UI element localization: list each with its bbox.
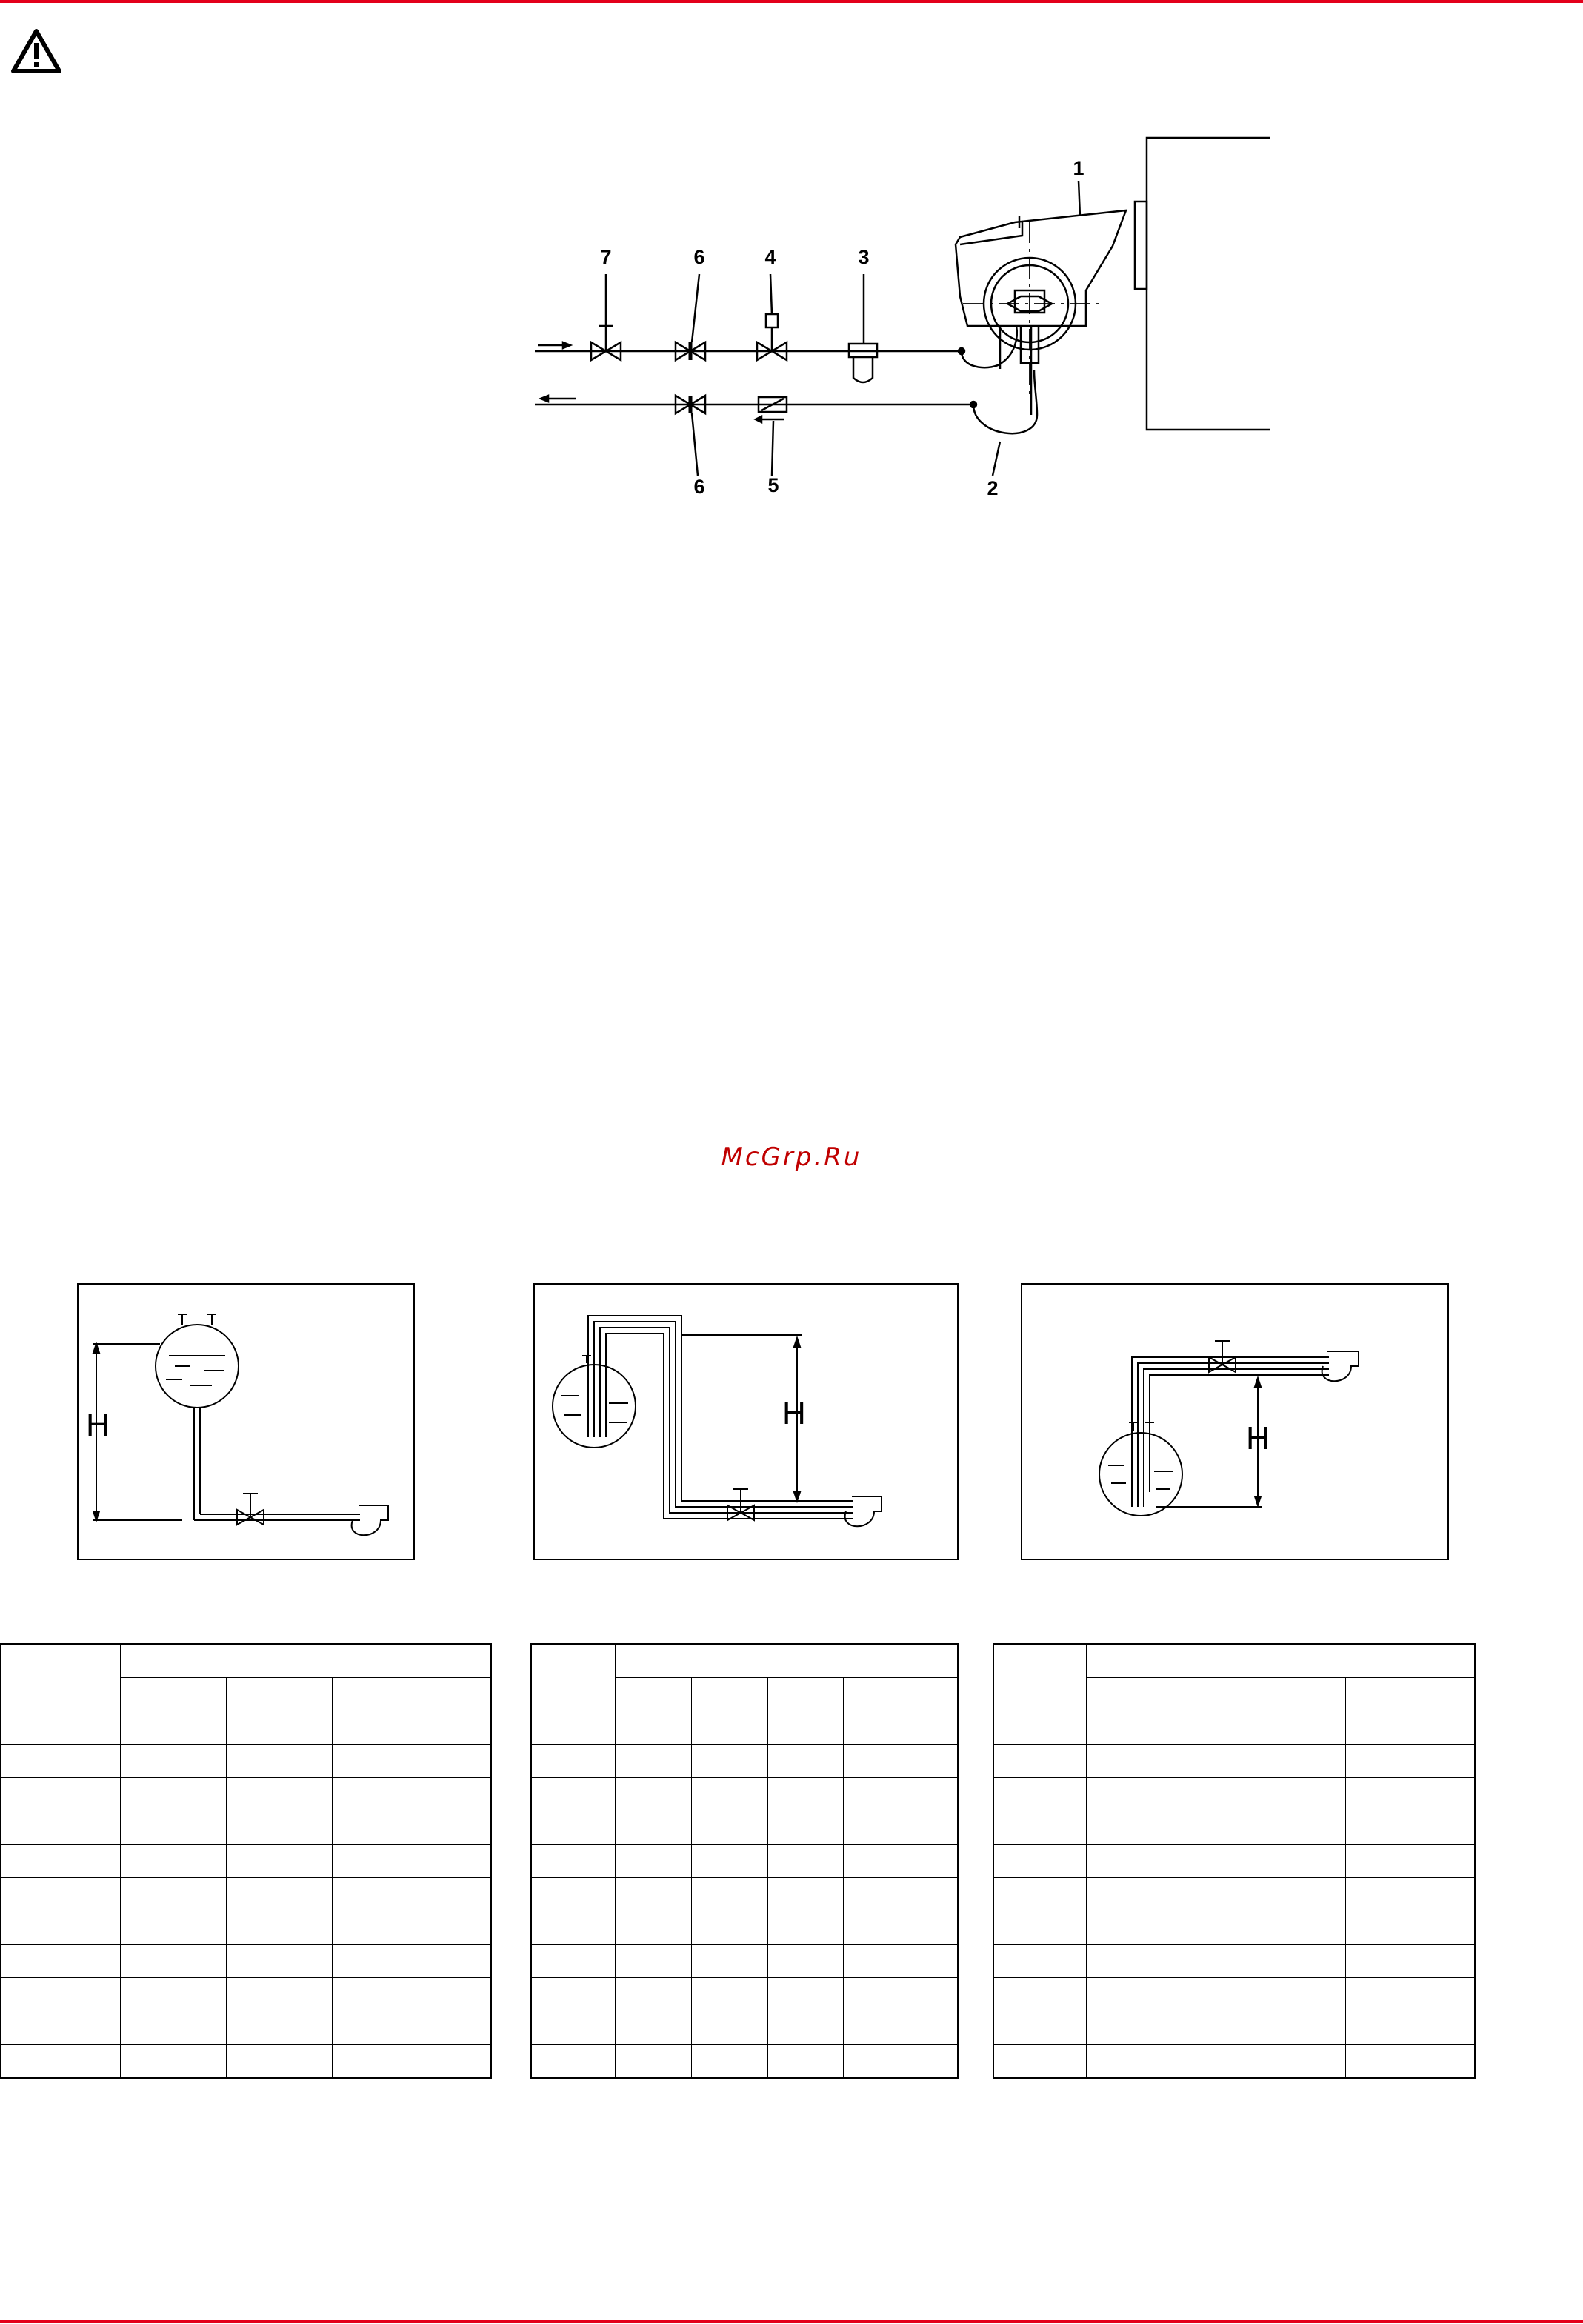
table-row-header-cell <box>993 1878 1087 1911</box>
table-cell <box>333 1945 492 1978</box>
table-cell <box>227 1911 333 1945</box>
table-cell <box>616 1911 692 1945</box>
table-row-header-cell <box>993 2045 1087 2079</box>
table-cell <box>616 1978 692 2011</box>
table-cell <box>844 1911 958 1945</box>
table-cell <box>616 2011 692 2045</box>
table-cell <box>121 1745 227 1778</box>
table-cell <box>1087 2045 1173 2079</box>
table-row-header-cell <box>993 1911 1087 1945</box>
table-cell <box>1259 2045 1346 2079</box>
table-row <box>1 1778 491 1811</box>
table-cell <box>616 1745 692 1778</box>
table-row <box>993 1845 1475 1878</box>
table-cell <box>1087 2011 1173 2045</box>
table-cell <box>121 1845 227 1878</box>
table-row-header-cell <box>993 1945 1087 1978</box>
table-cell <box>767 1911 844 1945</box>
table-header-row <box>531 1644 958 1678</box>
table-row-header-cell <box>531 1945 616 1978</box>
height-label-h: H <box>1246 1420 1270 1456</box>
part-label-2: 2 <box>987 477 999 499</box>
table-cell <box>1345 2045 1475 2079</box>
data-table-1 <box>0 1643 492 2079</box>
table-row-header-cell <box>993 1811 1087 1845</box>
table-row-header-cell <box>531 1978 616 2011</box>
table-cell <box>1173 1978 1259 2011</box>
table-cell <box>1087 1945 1173 1978</box>
table-cell <box>1345 2011 1475 2045</box>
table-cell <box>1173 1945 1259 1978</box>
table-row <box>993 2045 1475 2079</box>
table-cell <box>1345 1878 1475 1911</box>
table-cell <box>227 1811 333 1845</box>
table-cell <box>1259 1811 1346 1845</box>
table-row-header-cell <box>1 2045 121 2079</box>
table-row <box>993 1911 1475 1945</box>
table-cell <box>691 1711 767 1745</box>
table-cell <box>691 1878 767 1911</box>
table-cell <box>691 1911 767 1945</box>
table-header-row <box>1 1644 491 1678</box>
table-row <box>1 1745 491 1778</box>
table-cell <box>1345 1778 1475 1811</box>
table-row-header-cell <box>1 1745 121 1778</box>
table-row <box>1 1811 491 1845</box>
table-cell <box>227 1745 333 1778</box>
table-cell <box>616 1845 692 1878</box>
table-row <box>1 1911 491 1945</box>
table-row-header-cell <box>531 1811 616 1845</box>
table-cell <box>1173 1845 1259 1878</box>
table-cell <box>1173 2045 1259 2079</box>
table-cell <box>1173 1778 1259 1811</box>
table-cell <box>691 2045 767 2079</box>
table-cell <box>333 1745 492 1778</box>
table-row-header-cell <box>1 1911 121 1945</box>
table-cell <box>767 1878 844 1911</box>
table-row <box>531 1911 958 1945</box>
table-cell <box>227 1711 333 1745</box>
table-cell <box>121 1945 227 1978</box>
table-row <box>1 1845 491 1878</box>
part-label-6-lower: 6 <box>693 476 705 498</box>
diagram-tank-above <box>77 1283 415 1560</box>
table-cell <box>1259 1911 1346 1945</box>
table-cell <box>616 1711 692 1745</box>
table-cell <box>1173 1911 1259 1945</box>
table-group-header <box>1087 1644 1476 1678</box>
table-cell <box>333 1978 492 2011</box>
table-cell <box>227 2011 333 2045</box>
tank-above-drawing <box>79 1285 413 1559</box>
table-cell <box>691 1811 767 1845</box>
table-cell <box>767 1745 844 1778</box>
table-cell <box>616 1878 692 1911</box>
table-cell <box>121 1878 227 1911</box>
table-cell <box>767 1845 844 1878</box>
table-cell <box>1173 1745 1259 1778</box>
table-cell <box>844 2045 958 2079</box>
table-row-header-cell <box>1 1845 121 1878</box>
table-cell <box>333 1845 492 1878</box>
table-cell <box>1259 1711 1346 1745</box>
table-subheader-cell <box>1345 1678 1475 1711</box>
table-row <box>993 1978 1475 2011</box>
bottom-red-rule <box>0 2320 1583 2323</box>
table-cell <box>844 1711 958 1745</box>
table-subheader-cell <box>227 1678 333 1711</box>
table-cell <box>333 1778 492 1811</box>
table-corner-cell <box>1 1644 121 1711</box>
table-subheader-cell <box>1087 1678 1173 1711</box>
table-row <box>531 2011 958 2045</box>
table-subheader-cell <box>333 1678 492 1711</box>
table-cell <box>227 1945 333 1978</box>
table-cell <box>227 1978 333 2011</box>
table-row <box>1 2011 491 2045</box>
table-row <box>1 1978 491 2011</box>
table-cell <box>844 1778 958 1811</box>
table-cell <box>121 1978 227 2011</box>
table-subheader-cell <box>1173 1678 1259 1711</box>
table-cell <box>767 2011 844 2045</box>
table-cell <box>121 1778 227 1811</box>
table-row <box>993 1778 1475 1811</box>
part-label-7: 7 <box>600 246 612 268</box>
table-cell <box>1345 1711 1475 1745</box>
table-header-row <box>993 1644 1475 1678</box>
table-cell <box>1259 2011 1346 2045</box>
siphon-drawing <box>535 1285 957 1559</box>
table-cell <box>1259 1745 1346 1778</box>
table-subheader-cell <box>121 1678 227 1711</box>
table-row <box>531 1978 958 2011</box>
table-cell <box>121 2045 227 2079</box>
part-label-5: 5 <box>767 474 779 496</box>
table-row <box>531 1878 958 1911</box>
table-cell <box>333 2011 492 2045</box>
table-subheader-cell <box>691 1678 767 1711</box>
table-subheader-cell <box>616 1678 692 1711</box>
table-row <box>531 2045 958 2079</box>
table-row <box>993 1745 1475 1778</box>
table-cell <box>1173 1811 1259 1845</box>
table-row <box>1 1945 491 1978</box>
table-cell <box>1345 1745 1475 1778</box>
table-row <box>531 1778 958 1811</box>
table-row-header-cell <box>1 2011 121 2045</box>
table-row <box>1 2045 491 2079</box>
table-row <box>993 1811 1475 1845</box>
table-cell <box>333 2045 492 2079</box>
table-row <box>993 2011 1475 2045</box>
table-cell <box>1087 1711 1173 1745</box>
table-row <box>531 1811 958 1845</box>
table-row-header-cell <box>531 1711 616 1745</box>
table-cell <box>844 1845 958 1878</box>
table-cell <box>616 1778 692 1811</box>
table-cell <box>1173 1878 1259 1911</box>
table-cell <box>767 2045 844 2079</box>
table-cell <box>1259 1978 1346 2011</box>
table-cell <box>767 1978 844 2011</box>
table-cell <box>121 1711 227 1745</box>
table-row-header-cell <box>993 1845 1087 1878</box>
table-row-header-cell <box>1 1945 121 1978</box>
table-row <box>993 1711 1475 1745</box>
table-row-header-cell <box>1 1878 121 1911</box>
table-cell <box>1345 1845 1475 1878</box>
table-row <box>531 1845 958 1878</box>
diagram-siphon <box>533 1283 959 1560</box>
table-cell <box>227 1778 333 1811</box>
part-label-1: 1 <box>1073 157 1084 179</box>
table-cell <box>616 2045 692 2079</box>
table-row-header-cell <box>531 1845 616 1878</box>
table-row <box>993 1945 1475 1978</box>
table-row-header-cell <box>531 1878 616 1911</box>
table-row-header-cell <box>993 1978 1087 2011</box>
table-row-header-cell <box>531 1778 616 1811</box>
table-cell <box>121 2011 227 2045</box>
table-cell <box>333 1711 492 1745</box>
table-cell <box>1087 1811 1173 1845</box>
table-cell <box>844 1978 958 2011</box>
table-row-header-cell <box>993 1778 1087 1811</box>
table-cell <box>1345 1811 1475 1845</box>
table-cell <box>767 1778 844 1811</box>
table-cell <box>1087 1745 1173 1778</box>
part-label-6-upper: 6 <box>693 246 705 268</box>
table-cell <box>333 1878 492 1911</box>
table-subheader-cell <box>767 1678 844 1711</box>
table-row <box>1 1711 491 1745</box>
table-cell <box>844 1745 958 1778</box>
table-cell <box>1259 1878 1346 1911</box>
table-subheader-cell <box>844 1678 958 1711</box>
data-table-2 <box>530 1643 959 2079</box>
table-cell <box>844 1878 958 1911</box>
table-cell <box>1259 1778 1346 1811</box>
table-cell <box>844 2011 958 2045</box>
burner-piping-schematic <box>0 0 1583 533</box>
table-row <box>993 1878 1475 1911</box>
table-corner-cell <box>531 1644 616 1711</box>
table-cell <box>844 1945 958 1978</box>
table-row <box>531 1711 958 1745</box>
table-row-header-cell <box>1 1778 121 1811</box>
table-group-header <box>121 1644 492 1678</box>
table-cell <box>227 2045 333 2079</box>
height-label-h: H <box>86 1407 110 1443</box>
table-cell <box>767 1811 844 1845</box>
height-label-h: H <box>782 1395 806 1431</box>
table-cell <box>1259 1845 1346 1878</box>
table-cell <box>1345 1945 1475 1978</box>
table-subheader-cell <box>1259 1678 1346 1711</box>
table-cell <box>1087 1911 1173 1945</box>
table-corner-cell <box>993 1644 1087 1711</box>
table-row <box>531 1945 958 1978</box>
table-row-header-cell <box>1 1711 121 1745</box>
table-row-header-cell <box>1 1811 121 1845</box>
table-cell <box>616 1811 692 1845</box>
table-row-header-cell <box>531 2045 616 2079</box>
table-cell <box>1087 1845 1173 1878</box>
table-cell <box>691 2011 767 2045</box>
table-cell <box>227 1845 333 1878</box>
table-cell <box>844 1811 958 1845</box>
part-label-3: 3 <box>858 246 870 268</box>
table-row-header-cell <box>531 2011 616 2045</box>
table-cell <box>1087 1778 1173 1811</box>
table-cell <box>691 1745 767 1778</box>
table-row-header-cell <box>531 1911 616 1945</box>
table-row-header-cell <box>993 1745 1087 1778</box>
table-cell <box>1087 1978 1173 2011</box>
table-cell <box>691 1978 767 2011</box>
table-row-header-cell <box>993 1711 1087 1745</box>
table-cell <box>1173 1711 1259 1745</box>
table-cell <box>1345 1911 1475 1945</box>
table-row <box>531 1745 958 1778</box>
table-row-header-cell <box>531 1745 616 1778</box>
table-cell <box>616 1945 692 1978</box>
table-cell <box>333 1911 492 1945</box>
table-cell <box>767 1945 844 1978</box>
table-cell <box>1345 1978 1475 2011</box>
table-cell <box>691 1778 767 1811</box>
watermark-text: McGrp.Ru <box>721 1142 862 1172</box>
table-row-header-cell <box>1 1978 121 2011</box>
table-cell <box>691 1845 767 1878</box>
table-cell <box>767 1711 844 1745</box>
table-group-header <box>616 1644 959 1678</box>
table-cell <box>1173 2011 1259 2045</box>
table-row-header-cell <box>993 2011 1087 2045</box>
table-cell <box>1087 1878 1173 1911</box>
tank-below-drawing <box>1022 1285 1447 1559</box>
part-label-4: 4 <box>764 246 776 268</box>
table-cell <box>121 1911 227 1945</box>
data-table-3 <box>993 1643 1476 2079</box>
table-row <box>1 1878 491 1911</box>
table-cell <box>227 1878 333 1911</box>
table-cell <box>691 1945 767 1978</box>
table-cell <box>121 1811 227 1845</box>
diagram-tank-below <box>1021 1283 1449 1560</box>
table-cell <box>333 1811 492 1845</box>
table-cell <box>1259 1945 1346 1978</box>
